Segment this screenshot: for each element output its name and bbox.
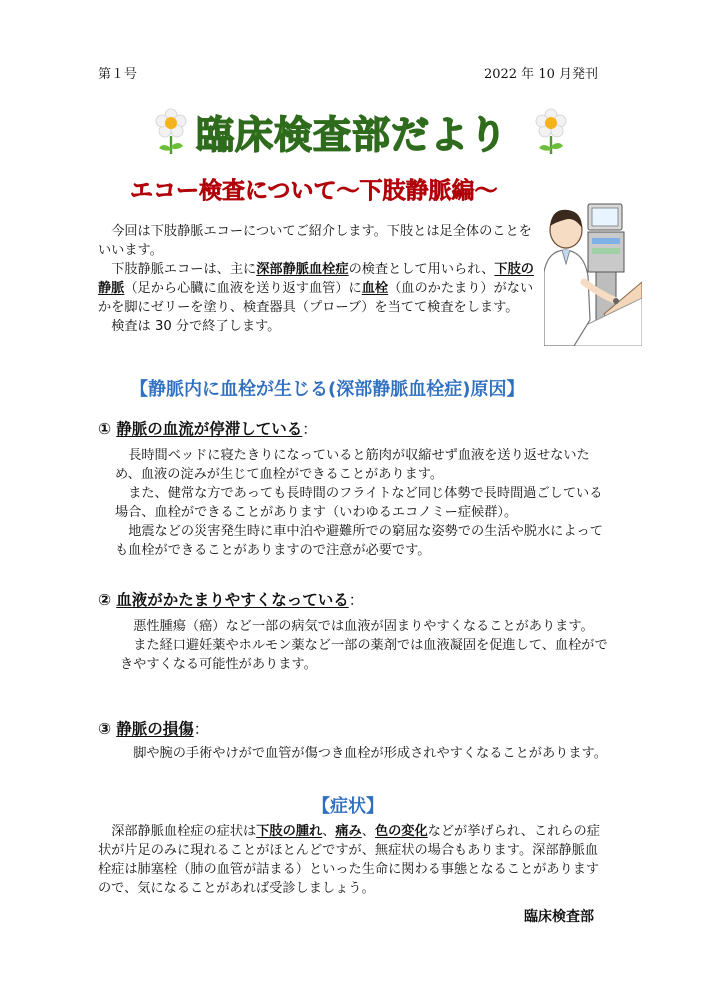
- cause-colon: ：: [302, 420, 318, 438]
- keyword-leg-veins: 下肢の静脈: [98, 262, 534, 296]
- symptoms-paragraph: [98, 822, 610, 898]
- keyword-color-change: 色の変化: [374, 824, 428, 839]
- intro-text: （足から心臓に血液を送り返す血管）に: [124, 281, 362, 296]
- flower-icon: [534, 108, 568, 156]
- symptoms-heading: 【症状】: [312, 796, 384, 817]
- cause-title: 血液がかたまりやすくなっている: [116, 591, 349, 609]
- intro-paragraph-3: 検査は 30 分で終了します。: [111, 319, 281, 334]
- symptoms-text: 深部静脈血栓症の症状は: [111, 824, 257, 839]
- intro-text: （血のかたまり）がないかを脚にゼリーを塗り、検査器具（プローブ）を当てて検査をします。: [98, 281, 534, 315]
- cause-paragraph: また、健常な方であっても長時間のフライトなど同じ体勢で長時間過ごしている場合、血栓ができることがあります（いわゆるエコノミー症候群）。: [115, 486, 603, 520]
- cause-1-body: [115, 446, 607, 560]
- cause-1-heading: [98, 417, 317, 439]
- intro-text: 下肢静脈エコーは、主に: [111, 262, 257, 277]
- intro-section: [98, 222, 538, 336]
- cause-2-heading: [98, 588, 364, 610]
- issue-number: 第１号: [98, 67, 138, 82]
- flower-icon: [154, 108, 188, 156]
- intro-paragraph-1: 今回は下肢静脈エコーについてご紹介します。下肢とは足全体のことをいいます。: [98, 224, 532, 258]
- cause-number: ①: [98, 420, 112, 438]
- article-subtitle: エコー検査について～下肢静脈編～: [130, 178, 498, 204]
- cause-title: 静脈の血流が停滞している: [116, 420, 303, 438]
- cause-number: ③: [98, 720, 112, 738]
- keyword-thrombus: 血栓: [361, 281, 389, 296]
- cause-paragraph: 長時間ベッドに寝たきりになっていると筋肉が収縮せず血液を送り返せないため、血液の淀みが生じて血栓ができることがあります。: [115, 448, 590, 482]
- department-signature: 臨床検査部: [524, 909, 594, 925]
- cause-colon: ：: [193, 720, 209, 738]
- cause-3-heading: [98, 717, 209, 739]
- symptoms-text: 、: [361, 824, 375, 839]
- cause-3-body: [120, 744, 608, 763]
- cause-paragraph: また経口避妊薬やホルモン薬など一部の薬剤では血液凝固を促進して、血栓ができやすくなる可能性があります。: [120, 638, 608, 672]
- cause-colon: ：: [348, 591, 364, 609]
- intro-paragraph-2: [98, 260, 538, 317]
- cause-section-heading: 【静脈内に血栓が生じる(深部静脈血栓症)原因】: [130, 379, 525, 400]
- doctor-ultrasound-illustration: [544, 202, 642, 346]
- issue-date: 2022 年 10 月発刊: [483, 67, 598, 82]
- cause-paragraph: 地震などの災害発生時に車中泊や避難所での窮屈な姿勢での生活や脱水によっても血栓ができることがありますので注意が必要です。: [115, 524, 603, 558]
- intro-text: の検査として用いられ、: [348, 262, 495, 277]
- cause-paragraph: 脚や腕の手術やけがで血管が傷つき血栓が形成されやすくなることがあります。: [133, 746, 607, 761]
- keyword-dvt: 深部静脈血栓症: [256, 262, 349, 277]
- cause-paragraph: 悪性腫瘍（癌）など一部の病気では血液が固まりやすくなることがあります。: [133, 619, 594, 634]
- keyword-swelling: 下肢の腫れ: [256, 824, 323, 839]
- symptoms-body: [98, 822, 610, 898]
- newsletter-title: 臨床検査部だより: [196, 113, 509, 157]
- symptoms-text: 、: [322, 824, 336, 839]
- cause-2-body: [120, 617, 608, 674]
- keyword-pain: 痛み: [335, 824, 362, 839]
- cause-number: ②: [98, 591, 112, 609]
- symptoms-text: などが挙げられ、これらの症状が片足のみに現れることがほとんどですが、無症状の場合もあります。深部静脈血栓症は肺塞栓（肺の血管が詰まる）といった生命に関わる事態となることがありますので、気になることがあれば受診しましょう。: [98, 824, 600, 896]
- cause-title: 静脈の損傷: [116, 720, 194, 738]
